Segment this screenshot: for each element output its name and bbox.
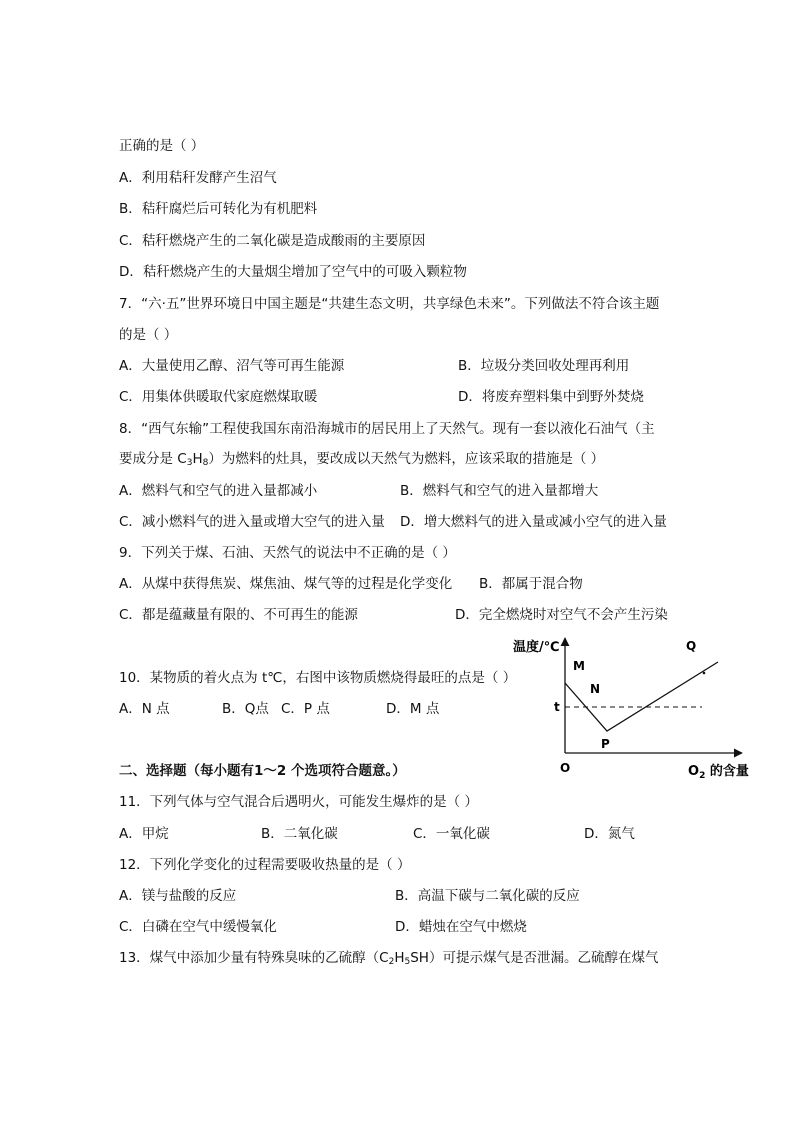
q12-option-c: C．白磷在空气中缓慢氧化 [119,919,277,935]
q8-option-c: C．减小燃料气的进入量或增大空气的进入量 [119,514,385,530]
q6-option-b: B．秸秆腐烂后可转化为有机肥料 [119,201,318,217]
q7-stem-line1: 7．“六·五”世界环境日中国主题是“共建生态文明，共享绿色未来”。下列做法不符合该主题 [119,296,660,312]
q8-option-d: D．增大燃料气的进入量或减小空气的进入量 [400,514,667,530]
q10-stem: 10．某物质的着火点为 t℃，右图中该物质燃烧得最旺的点是（ ） [119,670,517,686]
graph-point-p-label: P [601,737,610,751]
q8-formula-subscript: 3 [186,458,193,468]
graph-t-label: t [554,700,560,714]
graph-y-axis-label: 温度/℃ [513,640,560,655]
q9-stem: 9．下列关于煤、石油、天然气的说法中不正确的是（ ） [119,545,456,561]
q12-option-d: D．蜡烛在空气中燃烧 [395,919,527,935]
q7-option-c: C．用集体供暖取代家庭燃煤取暖 [119,389,318,405]
q8-formula-subscript: 8 [202,458,209,468]
graph-point-q-label: Q [686,639,697,653]
q7-option-d: D．将废弃塑料集中到野外焚烧 [458,389,644,405]
q10-option-d: D．M 点 [386,701,440,717]
graph-origin-label: O [560,761,571,775]
q11-option-c: C．一氧化碳 [413,826,490,842]
q8-option-a: A．燃料气和空气的进入量都减小 [119,483,318,499]
temperature-curve [565,662,718,731]
q6-option-d: D．秸秆燃烧产生的大量烟尘增加了空气中的可吸入颗粒物 [119,264,467,280]
q6-option-c: C．秸秆燃烧产生的二氧化碳是造成酸雨的主要原因 [119,233,426,249]
q7-stem-line2: 的是（ ） [119,327,178,343]
q7-option-b: B．垃圾分类回收处理再利用 [458,358,630,374]
graph-point-n-label: N [590,682,601,696]
q9-option-b: B．都属于混合物 [479,576,583,592]
q7-option-a: A．大量使用乙醇、沼气等可再生能源 [119,358,345,374]
q8-stem-text: ）为燃料的灶具，要改成以天然气为燃料，应该采取的措施是（ ） [208,451,605,467]
q13-formula-text: H [394,950,405,966]
q10-option-c: C．P 点 [281,701,330,717]
q13-stem-text: 13．煤气中添加少量有特殊臭味的乙硫醇（C [119,950,389,966]
q12-option-a: A．镁与盐酸的反应 [119,888,237,904]
q6-stem: 正确的是（ ） [119,138,205,154]
q11-option-a: A．甲烷 [119,826,169,842]
temperature-oxygen-graph [510,632,760,782]
point-q-dot [703,672,706,675]
q13-formula-subscript: 5 [404,957,411,967]
q8-option-b: B．燃料气和空气的进入量都增大 [400,483,599,499]
q9-option-c: C．都是蕴藏量有限的、不可再生的能源 [119,607,358,623]
q13-formula-subscript: 2 [388,957,395,967]
q8-stem-text: 要成分是 C [119,451,187,467]
graph-point-m-label: M [573,659,585,673]
q9-option-d: D．完全燃烧时对空气不会产生污染 [455,607,668,623]
q11-stem: 11．下列气体与空气混合后遇明火，可能发生爆炸的是（ ） [119,794,478,810]
q8-stem-line2 [119,450,604,468]
q6-option-a: A．利用秸秆发酵产生沼气 [119,170,277,186]
q11-option-d: D．氮气 [584,826,635,842]
q8-formula-text: H [192,451,203,467]
q13-stem-text: SH）可提示煤气是否泄漏。乙硫醇在煤气 [410,950,659,966]
section-heading: 二、选择题（每小题有1～2 个选项符合题意。） [119,763,406,779]
q8-stem-line1: 8．“西气东输”工程使我国东南沿海城市的居民用上了天然气。现有一套以液化石油气（主 [119,421,655,437]
q10-option-b: B．Q点 [222,701,269,717]
q13-stem [119,949,658,967]
q11-option-b: B．二氧化碳 [261,826,338,842]
q12-option-b: B．高温下碳与二氧化碳的反应 [395,888,580,904]
q10-option-a: A．N 点 [119,701,170,717]
q9-option-a: A．从煤中获得焦炭、煤焦油、煤气等的过程是化学变化 [119,576,453,592]
q12-stem: 12．下列化学变化的过程需要吸收热量的是（ ） [119,857,411,873]
graph-x-axis-label: $O_2$ 的含量 [688,764,749,781]
